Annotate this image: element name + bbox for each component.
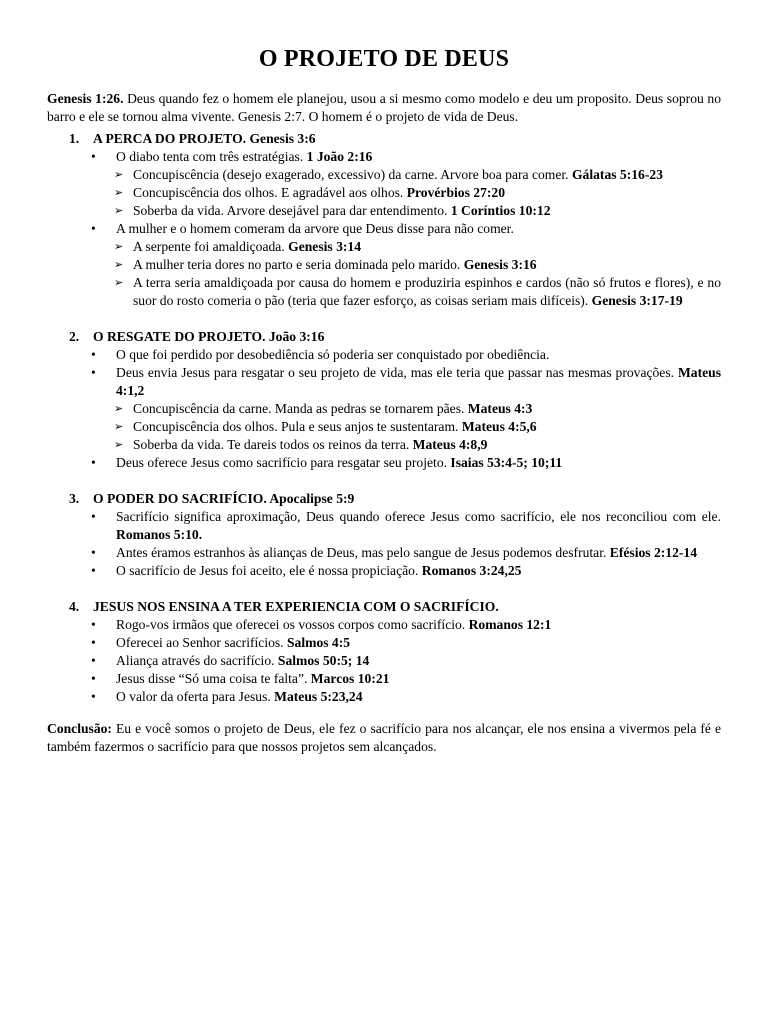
- bullet-icon: •: [91, 149, 96, 164]
- sub-item-text: Concupiscência (desejo exagerado, excessivo) da carne. Arvore boa para comer.: [133, 167, 572, 182]
- section-number: 2.: [69, 329, 80, 344]
- arrow-bullet-icon: ➢: [114, 439, 124, 451]
- bullet-icon: •: [91, 347, 96, 362]
- list-item: [47, 688, 721, 706]
- item-reference: Romanos 3:24,25: [421, 563, 522, 578]
- sub-item-text: Soberba da vida. Arvore desejável para dar entendimento.: [133, 203, 451, 218]
- bullet-icon: •: [91, 635, 96, 650]
- bullet-icon: •: [91, 221, 96, 236]
- section-title: O RESGATE DO PROJETO. João 3:16: [93, 329, 325, 344]
- item-text: Aliança através do sacrifício.: [116, 653, 278, 668]
- sub-item-text: A terra seria amaldiçoada por causa do homem e produziria espinhos e cardos (não só frutos e flores), e no suor do rosto comeria o pão (teria que fazer esforço, as coisas seriam mais difíceis).: [133, 275, 721, 308]
- sub-item-reference: 1 Coríntios 10:12: [450, 203, 551, 218]
- section-heading: [47, 490, 721, 508]
- arrow-bullet-icon: ➢: [114, 277, 124, 289]
- item-reference: Salmos 50:5; 14: [277, 653, 370, 668]
- item-reference: Isaias 53:4-5; 10;11: [450, 455, 563, 470]
- sub-list-item: [47, 436, 721, 454]
- section-4: [47, 598, 721, 706]
- section-heading: [47, 130, 721, 148]
- section-number: 1.: [69, 131, 80, 146]
- bullet-icon: •: [91, 653, 96, 668]
- item-text: Oferecei ao Senhor sacrifícios.: [116, 635, 287, 650]
- list-item: [47, 346, 721, 364]
- item-reference: Mateus 5:23,24: [274, 689, 363, 704]
- conclusion-paragraph: [47, 720, 721, 756]
- item-reference: Salmos 4:5: [286, 635, 351, 650]
- section-heading: [47, 328, 721, 346]
- section-1: [47, 130, 721, 310]
- item-text: Jesus disse “Só uma coisa te falta”.: [116, 671, 311, 686]
- item-text: Deus envia Jesus para resgatar o seu projeto de vida, mas ele teria que passar nas mesmas provações.: [116, 365, 678, 380]
- sub-item-text: Concupiscência da carne. Manda as pedras se tornarem pães.: [133, 401, 468, 416]
- list-item: [47, 220, 721, 238]
- sub-list-item: [47, 418, 721, 436]
- item-text: A mulher e o homem comeram da arvore que Deus disse para não comer.: [116, 221, 514, 236]
- sub-list-item: [47, 274, 721, 310]
- section-heading: [47, 598, 721, 616]
- section-title: JESUS NOS ENSINA A TER EXPERIENCIA COM O SACRIFÍCIO.: [93, 599, 499, 614]
- arrow-bullet-icon: ➢: [114, 403, 124, 415]
- sub-item-reference: Genesis 3:16: [463, 257, 537, 272]
- arrow-bullet-icon: ➢: [114, 259, 124, 271]
- sub-list-item: [47, 400, 721, 418]
- item-reference: Romanos 5:10.: [116, 527, 203, 542]
- arrow-bullet-icon: ➢: [114, 187, 124, 199]
- list-item: [47, 148, 721, 166]
- bullet-icon: •: [91, 545, 96, 560]
- page-title: O PROJETO DE DEUS: [258, 46, 510, 72]
- item-text: O diabo tenta com três estratégias.: [116, 149, 307, 164]
- list-item: [47, 544, 721, 562]
- sub-item-reference: Mateus 4:5,6: [461, 419, 537, 434]
- item-reference: Mateus 4:1,2: [116, 365, 721, 398]
- intro-reference: Genesis 1:26.: [47, 91, 124, 106]
- sub-item-text: Concupiscência dos olhos. Pula e seus anjos te sustentaram.: [133, 419, 462, 434]
- arrow-bullet-icon: ➢: [114, 241, 124, 253]
- list-item: [47, 652, 721, 670]
- conclusion-label: Conclusão:: [47, 721, 112, 736]
- bullet-list: [47, 616, 721, 706]
- item-text: Deus oferece Jesus como sacrifício para resgatar seu projeto.: [116, 455, 451, 470]
- sub-item-text: Concupiscência dos olhos. E agradável aos olhos.: [133, 185, 407, 200]
- sub-list-item: [47, 202, 721, 220]
- section-title: A PERCA DO PROJETO. Genesis 3:6: [93, 131, 316, 146]
- intro-paragraph: [47, 90, 721, 126]
- item-reference: Efésios 2:12-14: [609, 545, 697, 560]
- item-text: O sacrifício de Jesus foi aceito, ele é nossa propiciação.: [116, 563, 422, 578]
- item-text: Antes éramos estranhos às alianças de Deus, mas pelo sangue de Jesus podemos desfrutar.: [116, 545, 610, 560]
- arrow-bullet-icon: ➢: [114, 205, 124, 217]
- item-reference: Romanos 12:1: [468, 617, 552, 632]
- bullet-icon: •: [91, 617, 96, 632]
- bullet-icon: •: [91, 689, 96, 704]
- sections-container: [47, 130, 721, 706]
- section-3: [47, 490, 721, 580]
- sub-list-item: [47, 238, 721, 256]
- list-item: [47, 508, 721, 544]
- sub-list-item: [47, 184, 721, 202]
- bullet-icon: •: [91, 509, 96, 524]
- list-item: [47, 562, 721, 580]
- bullet-icon: •: [91, 563, 96, 578]
- sub-item-reference: Gálatas 5:16-23: [571, 167, 663, 182]
- sub-item-text: Soberba da vida. Te dareis todos os reinos da terra.: [133, 437, 413, 452]
- bullet-list: [47, 148, 721, 310]
- intro-text: Deus quando fez o homem ele planejou, usou a si mesmo como modelo e deu um proposito. Deus soprou no barro e ele se tornou alma vivente. Genesis 2:7. O homem é o projeto de vida de Deus.: [47, 91, 721, 124]
- bullet-icon: •: [91, 671, 96, 686]
- item-reference: 1 João 2:16: [306, 149, 373, 164]
- section-number: 3.: [69, 491, 80, 506]
- section-title: O PODER DO SACRIFÍCIO. Apocalipse 5:9: [93, 491, 355, 506]
- sub-item-reference: Mateus 4:8,9: [412, 437, 488, 452]
- section-number: 4.: [69, 599, 80, 614]
- list-item: [47, 454, 721, 472]
- conclusion-text: Eu e você somos o projeto de Deus, ele fez o sacrifício para nos alcançar, ele nos ensina a vivermos pela fé e também fazermos o sacrifício para que nossos projetos sem alcançados.: [47, 721, 721, 754]
- item-text: O que foi perdido por desobediência só poderia ser conquistado por obediência.: [116, 347, 550, 362]
- bullet-icon: •: [91, 455, 96, 470]
- list-item: [47, 634, 721, 652]
- sub-list-item: [47, 166, 721, 184]
- list-item: [47, 670, 721, 688]
- arrow-bullet-icon: ➢: [114, 169, 124, 181]
- sub-item-text: A serpente foi amaldiçoada.: [133, 239, 289, 254]
- bullet-list: [47, 346, 721, 472]
- sub-item-text: A mulher teria dores no parto e seria dominada pelo marido.: [133, 257, 464, 272]
- sub-item-reference: Genesis 3:14: [288, 239, 362, 254]
- list-item: [47, 616, 721, 634]
- item-reference: Marcos 10:21: [310, 671, 390, 686]
- bullet-icon: •: [91, 365, 96, 380]
- item-text: O valor da oferta para Jesus.: [116, 689, 275, 704]
- section-2: [47, 328, 721, 472]
- arrow-bullet-icon: ➢: [114, 421, 124, 433]
- list-item: [47, 364, 721, 400]
- bullet-list: [47, 508, 721, 580]
- sub-item-reference: Genesis 3:17-19: [591, 293, 683, 308]
- item-text: Rogo-vos irmãos que oferecei os vossos corpos como sacrifício.: [116, 617, 469, 632]
- sub-item-reference: Mateus 4:3: [467, 401, 533, 416]
- item-text: Sacrifício significa aproximação, Deus quando oferece Jesus como sacrifício, ele nos reconciliou com ele.: [116, 509, 721, 524]
- sub-item-reference: Provérbios 27:20: [406, 185, 505, 200]
- sub-list-item: [47, 256, 721, 274]
